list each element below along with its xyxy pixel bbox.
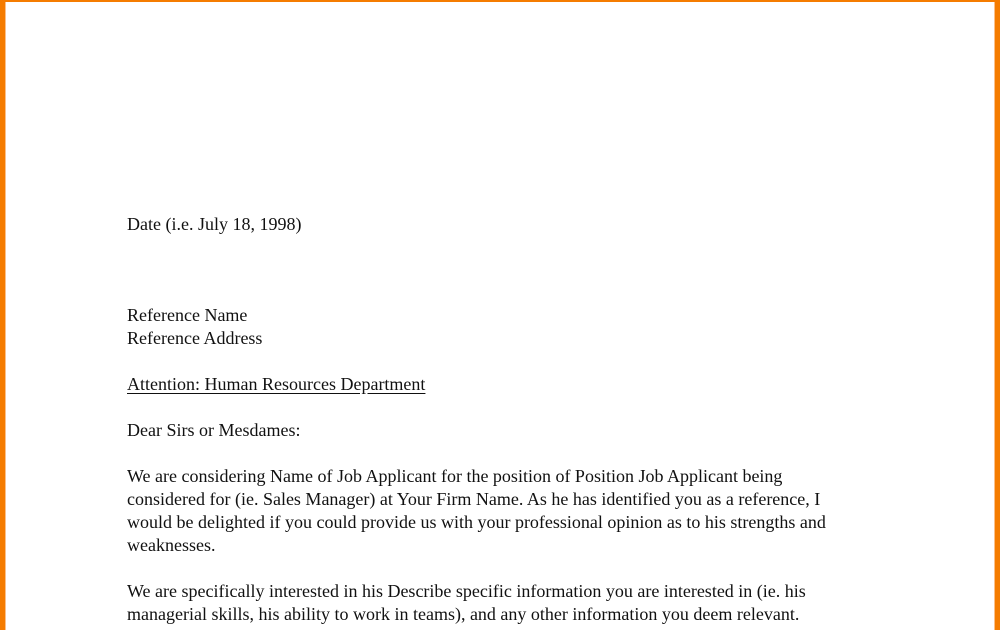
paragraph-2-line: managerial skills, his ability to work in teams), and any other information you deem relevant. <box>127 604 800 624</box>
recipient-name: Reference Name <box>127 305 248 325</box>
salutation: Dear Sirs or Mesdames: <box>127 420 301 440</box>
paragraph-1-line: would be delighted if you could provide us with your professional opinion as to his strengths and <box>127 512 826 532</box>
recipient-address: Reference Address <box>127 328 263 348</box>
paragraph-2-line: We are specifically interested in his Describe specific information you are interested in (ie. his <box>127 581 806 601</box>
paragraph-1-line: We are considering Name of Job Applicant for the position of Position Job Applicant being <box>127 466 783 486</box>
paragraph-1-line: considered for (ie. Sales Manager) at Your Firm Name. As he has identified you as a reference, I <box>127 489 821 509</box>
date-line: Date (i.e. July 18, 1998) <box>127 214 302 234</box>
paragraph-1 <box>127 465 907 557</box>
paragraph-1-line: weaknesses. <box>127 535 216 555</box>
paragraph-2 <box>127 580 907 626</box>
attention-line: Attention: Human Resources Department <box>127 374 426 394</box>
